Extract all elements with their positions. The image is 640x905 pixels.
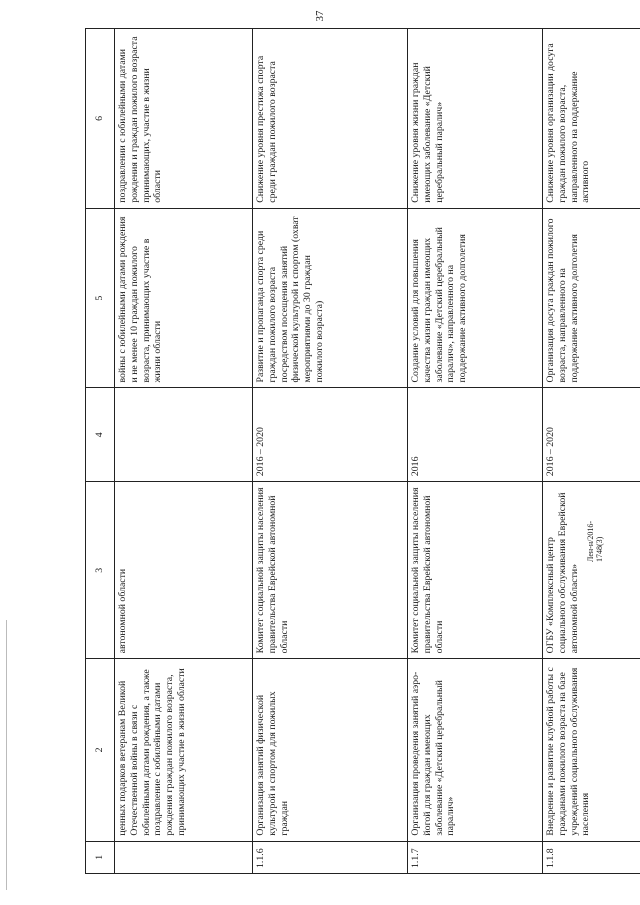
- document-footer-code: Лен-н/2016-1748(3): [586, 520, 604, 562]
- rotated-table-area: [85, 28, 640, 868]
- column-header-3: 3: [86, 482, 115, 659]
- executor-cell: Комитет социальной защиты населения правительства Еврейской автономной области: [253, 482, 408, 659]
- indicator-cell: Развитие и пропаганда спорта среди граждан пожилого возраста посредством посещения занятий физической культурой и спортом (охват мероприятиями до 30 граждан пожилого возраста): [253, 208, 408, 388]
- executor-cell: Комитет социальной защиты населения правительства Еврейской автономной области: [408, 482, 543, 659]
- row-number: 1.1.6: [253, 841, 408, 873]
- scan-artifact-line: [6, 620, 7, 890]
- program-table: [85, 28, 640, 874]
- result-cell: Снижение уровня организации досуга граждан пожилого возраста, направленного на поддержание активного: [543, 29, 640, 209]
- row-number: 1.1.7: [408, 841, 543, 873]
- header-row: [86, 29, 115, 874]
- period-cell: 2016: [408, 388, 543, 482]
- period-cell: 2016 – 2020: [253, 388, 408, 482]
- column-header-2: 2: [86, 659, 115, 841]
- table-row: [115, 29, 253, 874]
- row-number: [115, 841, 253, 873]
- indicator-cell: Создание условий для повышения качества жизни граждан имеющих заболевание «Детский церебральный паралич», направленного на поддержание активного долголетия: [408, 208, 543, 388]
- result-cell: Снижение уровня жизни граждан имеющих заболевание «Детский церебральный паралич»: [408, 29, 543, 209]
- activity-cell: Внедрение и развитие клубной работы с гражданами пожилого возраста на базе учреждений социального обслуживания населения: [543, 659, 640, 841]
- table-row: [408, 29, 543, 874]
- column-header-4: 4: [86, 388, 115, 482]
- column-header-5: 5: [86, 208, 115, 388]
- column-header-1: 1: [86, 841, 115, 873]
- table-row: [253, 29, 408, 874]
- result-cell: поздравлении с юбилейными датами рождения и граждан пожилого возраста принимающих, участие в жизни области: [115, 29, 253, 209]
- period-cell: [115, 388, 253, 482]
- page-number: 37: [314, 10, 326, 22]
- table-row: [543, 29, 640, 874]
- column-header-6: 6: [86, 29, 115, 209]
- indicator-cell: войны с юбилейными датами рождения и не менее 10 граждан пожилого возраста, принимающих участие в жизни области: [115, 208, 253, 388]
- indicator-cell: Организация досуга граждан пожилого возраста, направленного на поддержание активного долголетия: [543, 208, 640, 388]
- activity-cell: ценных подарков ветеранам Великой Отечественной войны в связи с юбилейными датами рождения, а также поздравление с юбилейными датами рождения граждан пожилого возраста, принимающих участие в жизни области: [115, 659, 253, 841]
- activity-cell: Организация проведения занятий аэро-йогой для граждан имеющих заболевание «Детский церебральный паралич»: [408, 659, 543, 841]
- executor-cell: ОГБУ «Комплексный центр социального обслуживания Еврейской автономной области»: [543, 482, 640, 659]
- result-cell: Снижение уровня престижа спорта среди граждан пожилого возраста: [253, 29, 408, 209]
- activity-cell: Организация занятий физической культурой и спортом для пожилых граждан: [253, 659, 408, 841]
- table-rotator: [85, 28, 627, 874]
- row-number: 1.1.8: [543, 841, 640, 873]
- period-cell: 2016 – 2020: [543, 388, 640, 482]
- executor-cell: автономной области: [115, 482, 253, 659]
